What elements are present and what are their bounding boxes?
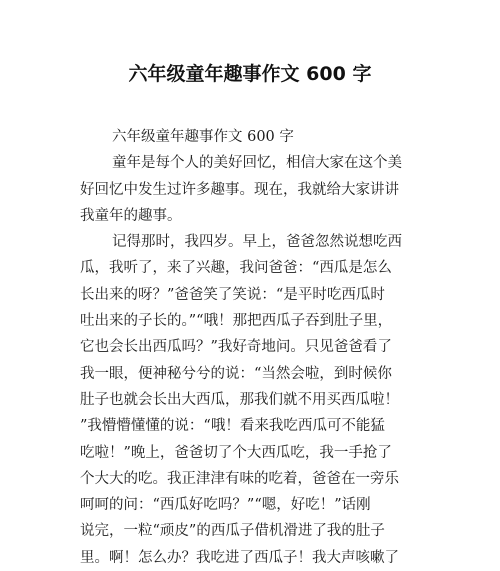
body-line: 瓜，我听了，来了兴趣，我问爸爸：“西瓜是怎么 [80,260,392,277]
body-line: 长出来的呀？”爸爸笑了笑说：“是平时吃西瓜时 [80,286,385,303]
body-line: 呵呵的问：“西瓜好吃吗？”“嗯，好吃！”话刚 [80,497,371,514]
body-line: 童年是每个人的美好回忆，相信大家在这个美 [112,155,402,172]
body-line: 吐出来的子长的。”“哦！那把西瓜子吞到肚子里， [80,313,393,330]
body-line: 好回忆中发生过许多趣事。现在，我就给大家讲讲 [80,181,399,198]
body-line: 说完，一粒“顽皮”的西瓜子借机滑进了我的肚子 [80,523,385,540]
body-line: 里。啊！怎么办？我吃进了西瓜子！我大声咳嗽了 [80,549,399,566]
body-line: 个大大的吃。我正津津有味的吃着，爸爸在一旁乐 [80,470,399,487]
body-line: 吃啦！”晚上，爸爸切了个大西瓜吃，我一手抢了 [80,444,392,461]
body-line: 记得那时，我四岁。早上，爸爸忽然说想吃西 [112,234,402,251]
body-line: 我童年的趣事。 [80,207,182,224]
body-line: 六年级童年趣事作文 600 字 [112,129,294,145]
body-line: ”我懵懵懂懂的说：“哦！看来我吃西瓜可不能猛 [80,418,385,435]
body-line: 肚子也就会长出大西瓜，那我们就不用买西瓜啦！ [80,391,399,408]
body-line: 它也会长出西瓜吗？”我好奇地问。只见爸爸看了 [80,339,392,356]
body-line: 我一眼，便神秘兮兮的说：“当然会啦，到时候你 [80,365,392,382]
document-title: 六年级童年趣事作文 600 字 [128,63,372,85]
document-body [80,124,430,571]
